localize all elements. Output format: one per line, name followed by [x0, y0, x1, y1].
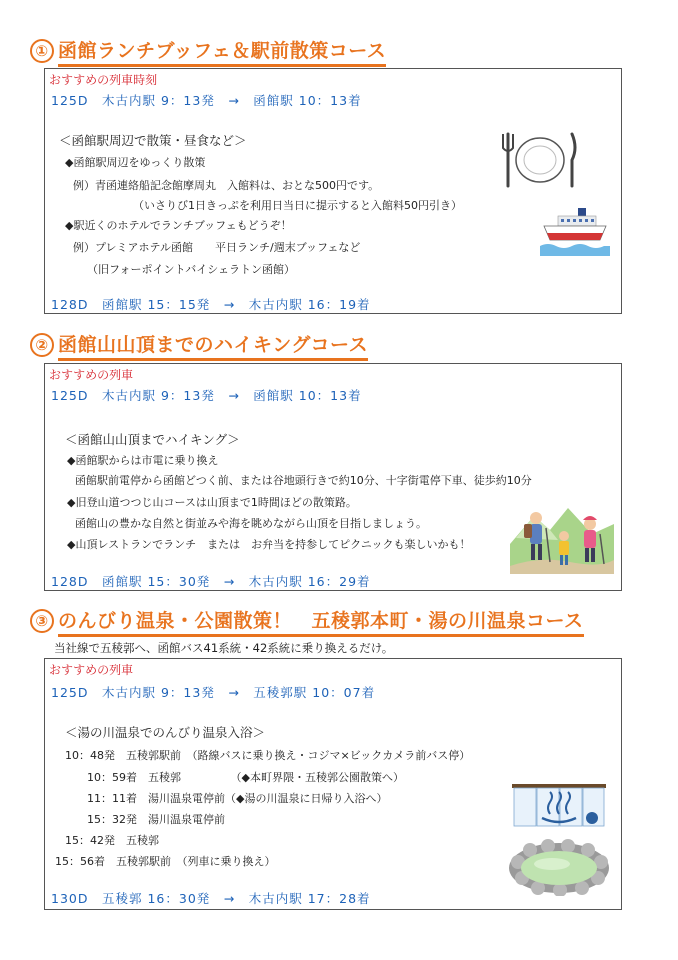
schedule-line: 15：56着 五稜郭駅前 （列車に乗り換え）: [55, 855, 276, 868]
course-line: ◆函館駅からは市電に乗り換え: [67, 454, 219, 467]
schedule-line: 10：59着 五稜郭 （◆本町界隈・五稜郭公園散策へ）: [87, 771, 404, 784]
course-line: 函館駅前電停から函館どつく前、または谷地頭行きで約10分、十字街電停下車、徒歩約10分: [75, 474, 532, 487]
ferry-ship-icon: [540, 204, 610, 256]
recommended-label: おすすめの列車: [49, 368, 134, 382]
schedule-line: 15：32発 湯川温泉電停前: [87, 813, 225, 826]
section-1-heading: [30, 36, 386, 66]
course-line: ◆駅近くのホテルでランチブッフェもどうぞ！: [65, 219, 292, 232]
course-line: （いさりび1日きっぷを利用日当日に提示すると入館料50円引き）: [133, 199, 462, 212]
section-1-box: [44, 68, 622, 314]
return-train: 128D 函館駅 15：30発 → 木古内駅 16：29着: [51, 574, 371, 589]
course-subtitle: ＜湯の川温泉でのんびり温泉入浴＞: [65, 725, 266, 740]
schedule-line: 10：48発 五稜郭駅前 （路線バスに乗り換え・コジマ×ビックカメラ前バス停）: [65, 749, 471, 762]
return-train: 128D 函館駅 15：15発 → 木古内駅 16：19着: [51, 297, 371, 312]
plate-fork-knife-icon: [500, 128, 580, 190]
course-subtitle: ＜函館駅周辺で散策・昼食など＞: [59, 133, 247, 148]
section-2-heading: [30, 330, 368, 360]
schedule-line: 15：42発 五稜郭: [65, 834, 159, 847]
hiking-family-icon: [510, 494, 614, 574]
schedule-line: 11：11着 湯川温泉電停前（◆湯の川温泉に日帰り入浴へ）: [87, 792, 388, 805]
hot-spring-pool-icon: [506, 838, 612, 896]
return-train: 130D 五稜郭 16：30発 → 木古内駅 17：28着: [51, 891, 371, 906]
outbound-train: 125D 木古内駅 9：13発 → 函館駅 10：13着: [51, 388, 362, 403]
outbound-train: 125D 木古内駅 9：13発 → 五稜郭駅 10：07着: [51, 685, 376, 700]
course-line: 函館山の豊かな自然と街並みや海を眺めながら山頂を目指しましょう。: [75, 517, 427, 530]
course-line: （旧フォーポイントバイシェラトン函館）: [87, 263, 296, 276]
course-subtitle: ＜函館山山頂までハイキング＞: [65, 432, 240, 447]
section-number: ②: [30, 333, 54, 357]
recommended-label: おすすめの列車: [49, 663, 134, 677]
course-line: ◆山頂レストランでランチ または お弁当を持参してピクニックも楽しいかも！: [67, 538, 471, 551]
section-title: のんびり温泉・公園散策！ 五稜郭本町・湯の川温泉コース: [58, 606, 584, 637]
course-line: 例）プレミアホテル函館 平日ランチ/週末ブッフェなど: [73, 241, 361, 254]
section-3-intro: 当社線で五稜郭へ、函館バス41系統・42系統に乗り換えるだけ。: [54, 641, 394, 655]
course-line: 例）青函連絡船記念館摩周丸 入館料は、おとな500円です。: [73, 179, 380, 192]
section-number: ③: [30, 609, 54, 633]
outbound-train: 125D 木古内駅 9：13発 → 函館駅 10：13着: [51, 93, 362, 108]
course-line: ◆旧登山道つつじ山コースは山頂まで1時間ほどの散策路。: [67, 496, 357, 509]
section-3-heading: [30, 606, 584, 636]
section-number: ①: [30, 39, 54, 63]
section-title: 函館ランチブッフェ＆駅前散策コース: [58, 36, 386, 67]
course-line: ◆函館駅周辺をゆっくり散策: [65, 156, 206, 169]
section-title: 函館山山頂までのハイキングコース: [58, 330, 368, 361]
recommended-label: おすすめの列車時刻: [49, 73, 158, 87]
onsen-noren-icon: [512, 784, 606, 828]
